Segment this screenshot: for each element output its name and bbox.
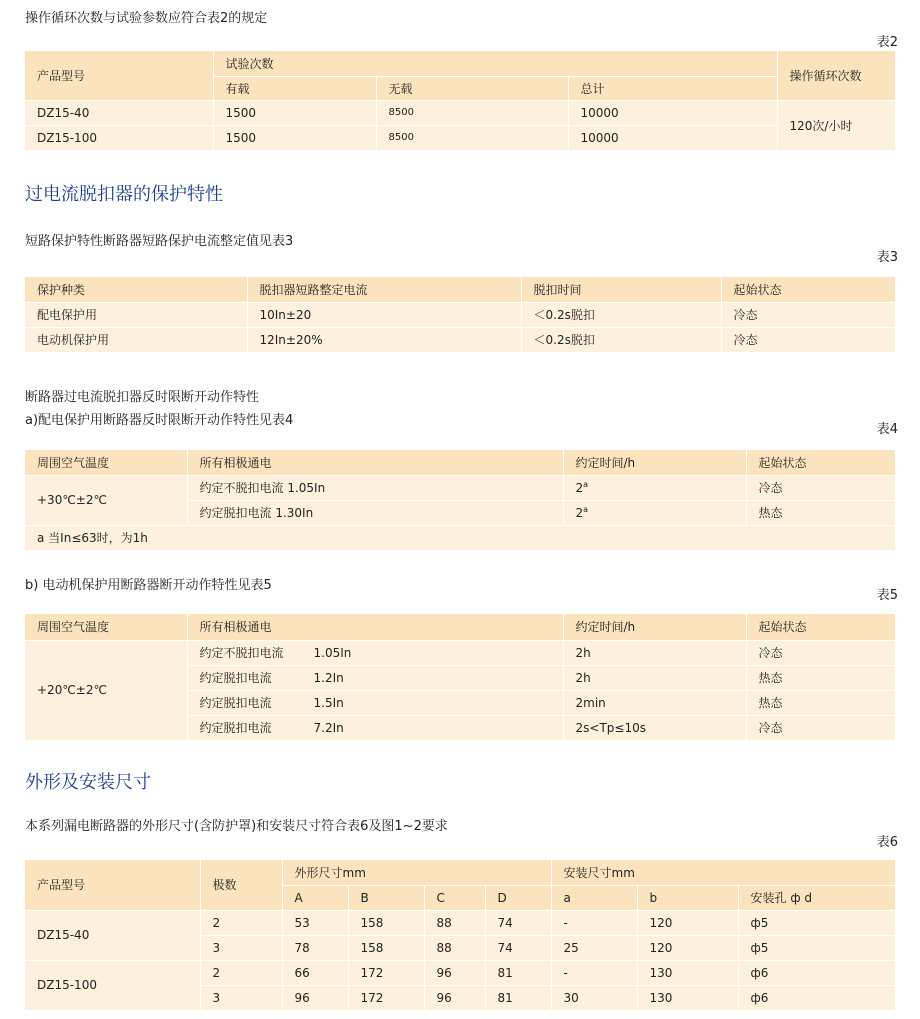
t4-h-time: 约定时间/h [563,450,746,475]
t2-h-load: 有载 [213,76,376,100]
t6-h-mount: 安装尺寸mm [551,860,895,885]
table3 [25,277,895,352]
t4-h-temp: 周围空气温度 [25,450,187,475]
t2-h-noload: 无载 [376,76,568,100]
t3-h-current: 脱扣器短路整定电流 [247,277,521,302]
footnote-marker: a [583,479,589,489]
table-row: 3 96 172 96 81 30 130 ф6 [25,985,895,1010]
t5-h-temp: 周围空气温度 [25,614,187,640]
t3-h-state: 起始状态 [721,277,895,302]
table6: 产品型号 极数 外形尺寸mm 安装尺寸mm A B C D a b 安装孔 ф d DZ15-40 2 53 158 88 74 - 120 ф5 3 78 158 88 74 25 120 ф5 DZ15-100 2 66 172 96 81 - 130 ф6 3 96 172 96 81 30 130 ф6 [25,860,895,1010]
table-row: 约定脱扣电流 1.2In 2h 热态 [25,665,895,690]
table4 [25,450,895,550]
table-row: DZ15-40 1500 8500 10000 120次/小时 [25,100,895,125]
inverse-time-text: 断路器过电流脱扣器反时限断开动作特性 [25,390,260,405]
table-row: 配电保护用 10In±20 ＜0.2s脱扣 冷态 [25,302,895,327]
table-row: 电动机保护用 12In±20% ＜0.2s脱扣 冷态 [25,327,895,352]
table-row: 约定脱扣电流 1.30In 2$^a$ 热态 [25,500,895,525]
t5-h-time: 约定时间/h [563,614,746,640]
t2-h-test-count: 试验次数 [213,51,777,76]
t5-h-current: 所有相极通电 [187,614,563,640]
inverse-time-sub-a: a)配电保护用断路器反时限断开动作特性见表4 [25,413,294,428]
table-row: DZ15-40 2 53 158 88 74 - 120 ф5 [25,910,895,935]
table5 [25,614,895,740]
table-row: 约定脱扣电流 1.5In 2min 热态 [25,690,895,715]
table6-label: 表6 [876,835,898,850]
t3-h-type: 保护种类 [25,277,247,302]
short-circuit-text: 短路保护特性断路器短路保护电流整定值见表3 [25,234,294,249]
table-row: DZ15-100 1500 8500 10000 [25,125,895,150]
t4-temperature: +30℃±2℃ [25,475,187,525]
table2-label: 表2 [876,35,898,50]
motor-sub-b: b) 电动机保护用断路器断开动作特性见表5 [25,578,272,593]
table-row: +20℃±2℃ 约定不脱扣电流 1.05In 2h 冷态 [25,640,895,665]
t3-h-time: 脱扣时间 [521,277,721,302]
table-row: DZ15-100 2 66 172 96 81 - 130 ф6 [25,960,895,985]
t6-h-poles: 极数 [200,860,282,910]
dimensions-text: 本系列漏电断路器的外形尺寸(含防护罩)和安装尺寸符合表6及图1~2要求 [25,819,448,834]
t4-h-current: 所有相极通电 [187,450,563,475]
t2-h-total: 总计 [568,76,777,100]
table-row: 3 78 158 88 74 25 120 ф5 [25,935,895,960]
section-title-overcurrent: 过电流脱扣器的保护特性 [25,184,223,205]
table-row: +30℃±2℃ 约定不脱扣电流 1.05In 2$^a$ 冷态 [25,475,895,500]
table5-label: 表5 [876,588,898,603]
t6-h-model: 产品型号 [25,860,200,910]
t4-note: a 当In≤63时，为1h [25,525,895,550]
section-title-dimensions: 外形及安装尺寸 [25,772,151,793]
t5-h-state: 起始状态 [746,614,895,640]
intro-text: 操作循环次数与试验参数应符合表2的规定 [25,11,268,26]
t6-h-outline: 外形尺寸mm [282,860,551,885]
table3-label: 表3 [876,250,898,265]
t4-h-state: 起始状态 [746,450,895,475]
t5-temperature: +20℃±2℃ [25,640,187,740]
t2-h-model: 产品型号 [25,51,213,100]
t2-cycles-value: 120次/小时 [777,100,895,150]
table2 [25,51,895,150]
table4-label: 表4 [876,422,898,437]
footnote-marker: a [583,504,589,514]
table-row: 约定脱扣电流 7.2In 2s<Tp≤10s 冷态 [25,715,895,740]
t2-h-cycles: 操作循环次数 [777,51,895,100]
